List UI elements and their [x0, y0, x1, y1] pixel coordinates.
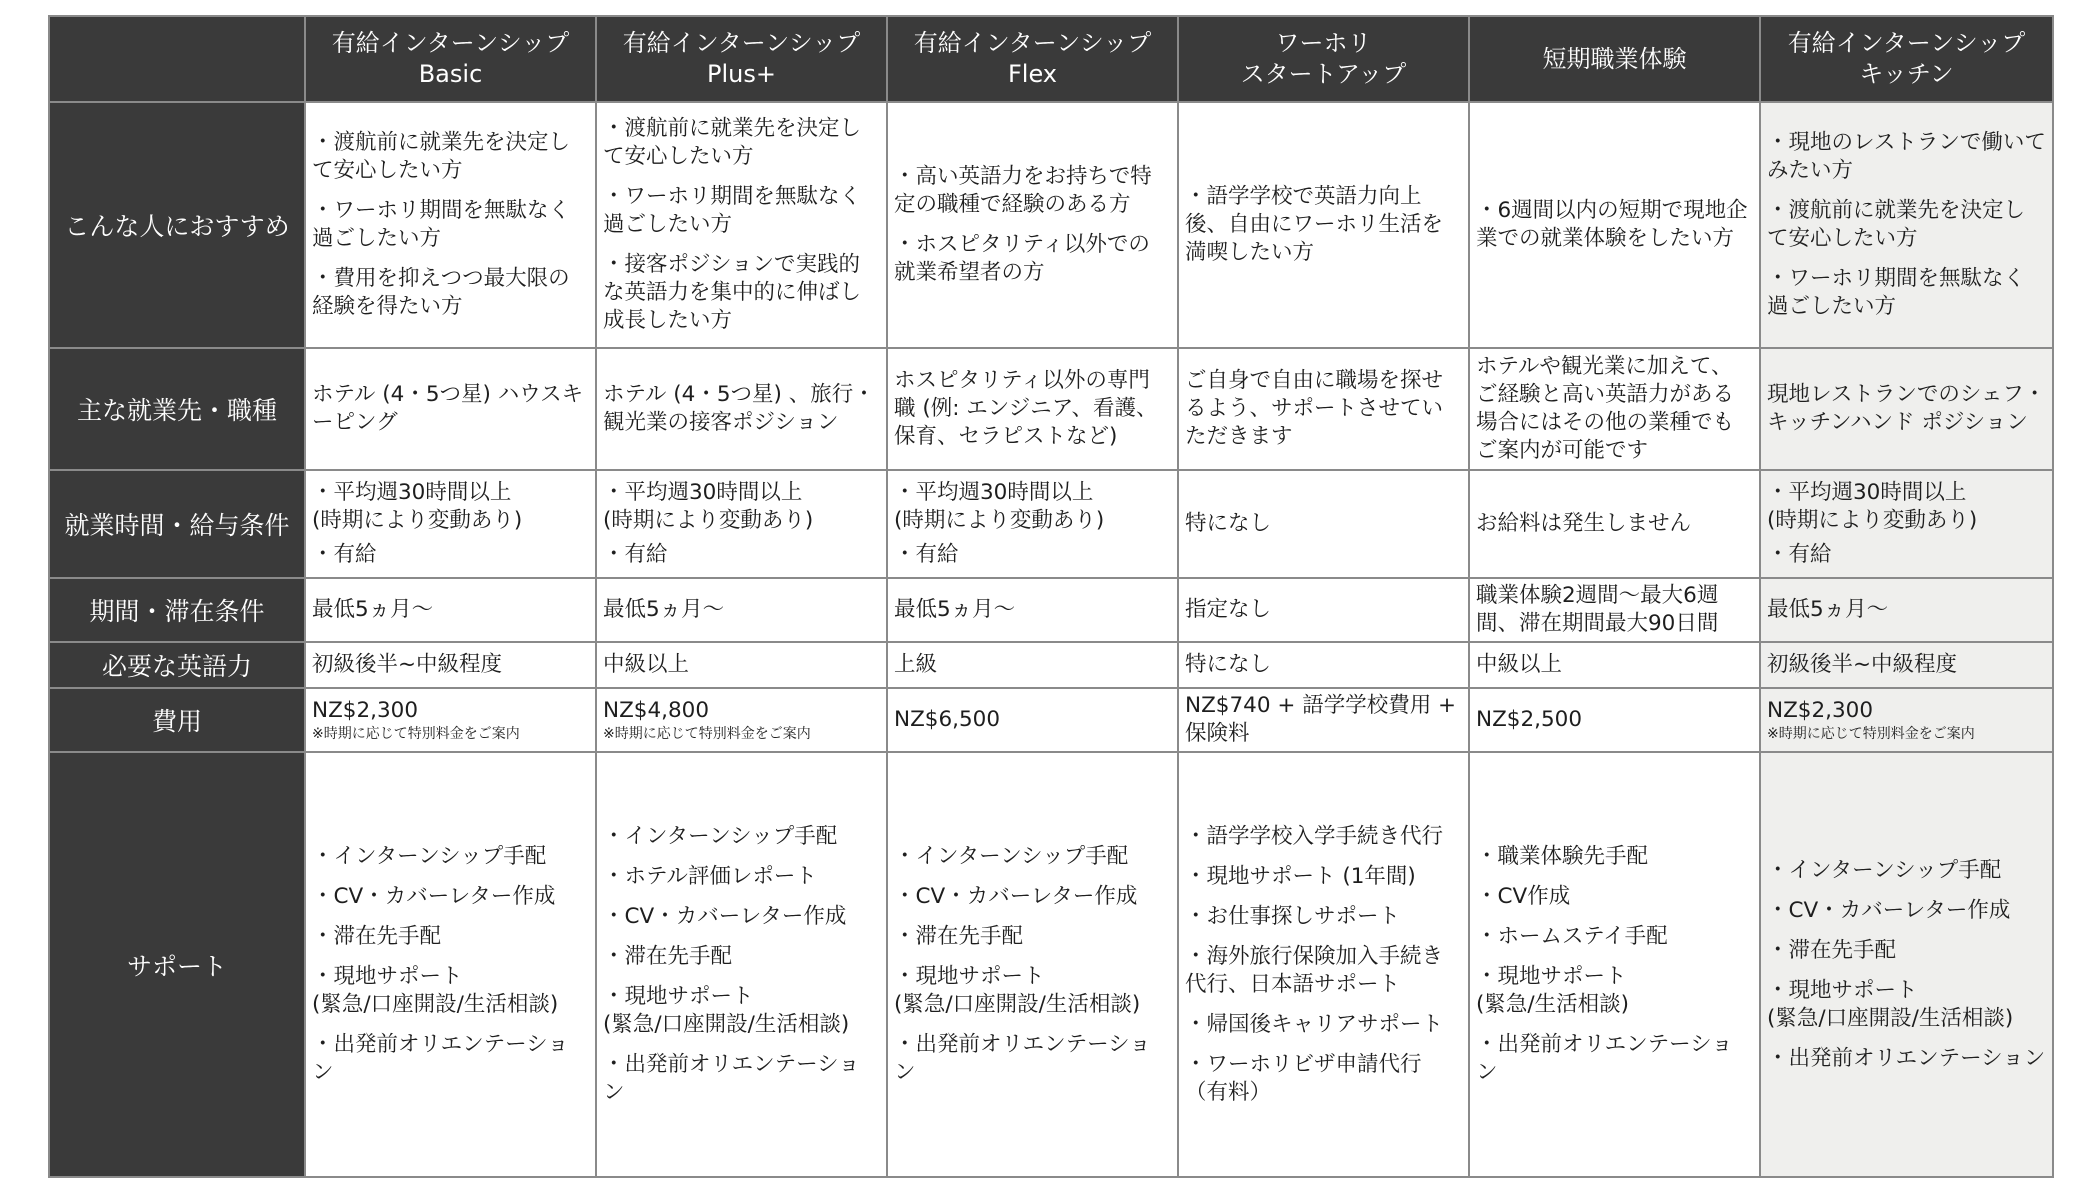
- list-item-text: ・渡航前に就業先を決定して安心したい方: [603, 116, 862, 169]
- table-row-hours: [49, 470, 2053, 578]
- list-item: [603, 903, 880, 931]
- column-header: 有給インターンシップ キッチン: [1760, 16, 2053, 102]
- table-cell: [887, 688, 1178, 752]
- list-item-text: ・現地のレストランで働いてみたい方: [1767, 130, 2046, 183]
- table-cell: [596, 642, 887, 688]
- table-cell: [1760, 752, 2053, 1177]
- list-item-text: ・現地サポート: [1767, 977, 1918, 1003]
- cell-text: ホスピタリティ以外の専門職 (例: エンジニア、看護、保育、セラピストなど): [894, 368, 1158, 449]
- list-item-text: ・ワーホリ期間を無駄なく過ごしたい方: [603, 184, 862, 237]
- hours-text: ・平均週30時間以上: [894, 480, 1094, 505]
- list-item: [1185, 183, 1462, 267]
- cell-text: 職業体験2週間〜最大6週間、滞在期間最大90日間: [1476, 583, 1719, 636]
- table-cell: [1178, 470, 1469, 578]
- list-item-text: ・現地サポート: [894, 963, 1045, 989]
- list-item: [312, 129, 589, 185]
- corner-cell: [49, 16, 305, 102]
- list-item: [1767, 265, 2046, 321]
- hours-text: (時期により変動あり): [312, 508, 523, 533]
- table-cell: [1760, 102, 2053, 348]
- hours-text: ・平均週30時間以上: [1767, 480, 1967, 505]
- cell-text: 最低5ヵ月〜: [603, 597, 725, 622]
- row-header-support: サポート: [49, 752, 305, 1177]
- list-item: [603, 1051, 880, 1107]
- list-item-text: ・現地サポート (1年間): [1185, 863, 1416, 889]
- column-header: 短期職業体験: [1469, 16, 1760, 102]
- list-item: [603, 251, 880, 335]
- list-item: [312, 843, 589, 871]
- table-row-english: [49, 642, 2053, 688]
- list-item-text: (緊急/口座開設/生活相談): [894, 991, 1141, 1017]
- row-header-period: 期間・滞在条件: [49, 578, 305, 642]
- table-cell: [1469, 688, 1760, 752]
- column-header: ワーホリ スタートアップ: [1178, 16, 1469, 102]
- cell-text: 中級以上: [1476, 652, 1563, 677]
- table-cell: [305, 102, 596, 348]
- cell-text: ご自身で自由に職場を探せるよう、サポートさせていただきます: [1185, 368, 1444, 449]
- row-header-hours: 就業時間・給与条件: [49, 470, 305, 578]
- list-item-text: ・ワーホリ期間を無駄なく過ごしたい方: [1767, 266, 2026, 319]
- list-item-text: ・海外旅行保険加入手続き代行、日本語サポート: [1185, 943, 1444, 997]
- list-item: [1185, 863, 1462, 891]
- list-item-text: ・滞在先手配: [894, 923, 1024, 949]
- row-header-english: 必要な英語力: [49, 642, 305, 688]
- table-cell: [305, 642, 596, 688]
- list-item: [1185, 823, 1462, 851]
- row-header-jobs: 主な就業先・職種: [49, 348, 305, 470]
- row-header-cost: 費用: [49, 688, 305, 752]
- list-item-text: ・出発前オリエンテーション: [1767, 1045, 2046, 1071]
- table-cell: [1178, 102, 1469, 348]
- list-item: [1185, 943, 1462, 999]
- price-text: NZ$6,500: [894, 707, 1001, 732]
- hours-text: (時期により変動あり): [603, 508, 814, 533]
- table-cell: [1469, 102, 1760, 348]
- price-text: NZ$4,800: [603, 698, 710, 723]
- list-item: [603, 183, 880, 239]
- list-item-text: ・渡航前に就業先を決定して安心したい方: [312, 130, 571, 183]
- list-item: [1476, 197, 1753, 253]
- list-item-text: ・出発前オリエンテーション: [312, 1031, 569, 1085]
- hours-text: ・有給: [894, 542, 959, 567]
- table-cell: [305, 578, 596, 642]
- hours-text: 特になし: [1185, 511, 1272, 536]
- list-item: [894, 843, 1171, 871]
- table-cell: [1760, 348, 2053, 470]
- list-item: [1476, 923, 1753, 951]
- list-item: [894, 1031, 1171, 1087]
- list-item-text: ・ワーホリビザ申請代行（有料）: [1185, 1051, 1422, 1105]
- cell-text: 最低5ヵ月〜: [894, 597, 1016, 622]
- table-cell: [1469, 642, 1760, 688]
- list-item-text: ・出発前オリエンテーション: [1476, 1031, 1733, 1085]
- table-cell: [887, 348, 1178, 470]
- list-item-text: ・お仕事探しサポート: [1185, 903, 1401, 929]
- list-item: [312, 197, 589, 253]
- list-item: [1767, 937, 2046, 965]
- list-item: [1767, 197, 2046, 253]
- price-note: ※時期に応じて特別料金をご案内: [312, 726, 520, 742]
- list-item: [894, 923, 1171, 951]
- list-item-text: ・語学学校で英語力向上後、自由にワーホリ生活を満喫したい方: [1185, 184, 1444, 265]
- cell-text: 最低5ヵ月〜: [1767, 597, 1889, 622]
- list-item: [1185, 903, 1462, 931]
- table-cell: [596, 578, 887, 642]
- table-cell: [1469, 578, 1760, 642]
- header-row: [49, 16, 2053, 102]
- cell-text: 初級後半~中級程度: [312, 652, 503, 677]
- table-cell: [887, 470, 1178, 578]
- list-item-text: (緊急/口座開設/生活相談): [312, 991, 559, 1017]
- table-cell: [596, 470, 887, 578]
- column-header: 有給インターンシップ Flex: [887, 16, 1178, 102]
- list-item-text: ・出発前オリエンテーション: [894, 1031, 1151, 1085]
- list-item-text: ・滞在先手配: [603, 943, 733, 969]
- list-item-text: ・CV・カバーレター作成: [603, 903, 847, 929]
- cell-text: 最低5ヵ月〜: [312, 597, 434, 622]
- column-header: 有給インターンシップ Plus+: [596, 16, 887, 102]
- table-cell: [1178, 578, 1469, 642]
- list-item: [894, 883, 1171, 911]
- list-item-text: ・現地サポート: [603, 983, 754, 1009]
- table-cell: [1469, 752, 1760, 1177]
- list-item-text: ・現地サポート: [312, 963, 463, 989]
- table-cell: [1469, 470, 1760, 578]
- list-item-text: (緊急/口座開設/生活相談): [603, 1011, 850, 1037]
- table-cell: [1178, 642, 1469, 688]
- column-header: 有給インターンシップ Basic: [305, 16, 596, 102]
- list-item-text: ・インターンシップ手配: [894, 843, 1129, 869]
- list-item: [1767, 897, 2046, 925]
- list-item-text: ・ホームステイ手配: [1476, 923, 1668, 949]
- cell-text: ホテル (4・5つ星) 、旅行・観光業の接客ポジション: [603, 382, 875, 435]
- table-cell: [1760, 578, 2053, 642]
- list-item: [1767, 857, 2046, 885]
- table-cell: [305, 470, 596, 578]
- list-item-text: ・インターンシップ手配: [312, 843, 547, 869]
- cell-text: 現地レストランでのシェフ・キッチンハンド ポジション: [1767, 382, 2046, 435]
- table-row-support: [49, 752, 2053, 1177]
- table-cell: [1760, 642, 2053, 688]
- price-text: NZ$740 + 語学学校費用 + 保険料: [1185, 693, 1457, 746]
- table-cell: [1760, 688, 2053, 752]
- list-item-text: (緊急/口座開設/生活相談): [1767, 1005, 2014, 1031]
- cell-text: 指定なし: [1185, 597, 1272, 622]
- hours-text: ・平均週30時間以上: [603, 480, 803, 505]
- list-item-text: ・ホテル評価レポート: [603, 863, 817, 889]
- table-cell: [1760, 470, 2053, 578]
- price-text: NZ$2,300: [1767, 698, 1874, 723]
- list-item-text: ・出発前オリエンテーション: [603, 1051, 860, 1105]
- table-cell: [596, 688, 887, 752]
- list-item-text: ・CV・カバーレター作成: [894, 883, 1138, 909]
- table-cell: [305, 688, 596, 752]
- table-cell: [1469, 348, 1760, 470]
- list-item-text: ・語学学校入学手続き代行: [1185, 823, 1444, 849]
- list-item-text: ・帰国後キャリアサポート: [1185, 1011, 1444, 1037]
- hours-text: ・平均週30時間以上: [312, 480, 512, 505]
- hours-text: ・有給: [1767, 542, 1832, 567]
- list-item: [603, 823, 880, 851]
- list-item-text: ・CV作成: [1476, 883, 1571, 909]
- list-item-text: ・ホスピタリティ以外での就業希望者の方: [894, 232, 1150, 285]
- hours-text: (時期により変動あり): [894, 508, 1105, 533]
- comparison-table: [48, 15, 2054, 1178]
- list-item-text: ・高い英語力をお持ちで特定の職種で経験のある方: [894, 164, 1152, 217]
- list-item: [1185, 1051, 1462, 1107]
- list-item-text: ・滞在先手配: [1767, 937, 1897, 963]
- list-item: [1476, 883, 1753, 911]
- hours-text: (時期により変動あり): [1767, 508, 1978, 533]
- table-cell: [887, 752, 1178, 1177]
- table-cell: [1178, 688, 1469, 752]
- list-item-text: ・渡航前に就業先を決定して安心したい方: [1767, 198, 2026, 251]
- list-item: [894, 163, 1171, 219]
- list-item: [1767, 129, 2046, 185]
- list-item-text: ・ワーホリ期間を無駄なく過ごしたい方: [312, 198, 571, 251]
- list-item-text: ・職業体験先手配: [1476, 843, 1649, 869]
- table-cell: [596, 102, 887, 348]
- price-text: NZ$2,300: [312, 698, 419, 723]
- list-item: [1767, 1045, 2046, 1073]
- cell-text: ホテル (4・5つ星) ハウスキーピング: [312, 382, 584, 435]
- table-cell: [1178, 752, 1469, 1177]
- list-item: [1476, 843, 1753, 871]
- list-item: [1476, 1031, 1753, 1087]
- list-item-text: ・現地サポート: [1476, 963, 1627, 989]
- table-row-recommend: [49, 102, 2053, 348]
- list-item: [603, 115, 880, 171]
- list-item: [1767, 977, 2046, 1033]
- list-item-text: ・滞在先手配: [312, 923, 442, 949]
- table-cell: [887, 642, 1178, 688]
- list-item: [312, 265, 589, 321]
- cell-text: 初級後半~中級程度: [1767, 652, 1958, 677]
- list-item: [312, 1031, 589, 1087]
- list-item-text: ・インターンシップ手配: [1767, 857, 2002, 883]
- cell-text: ホテルや観光業に加えて、ご経験と高い英語力がある場合にはその他の業種でもご案内が可能です: [1476, 354, 1735, 463]
- price-note: ※時期に応じて特別料金をご案内: [1767, 726, 1975, 742]
- hours-text: お給料は発生しません: [1476, 511, 1692, 536]
- list-item-text: ・6週間以内の短期で現地企業での就業体験をしたい方: [1476, 198, 1748, 251]
- list-item: [312, 923, 589, 951]
- list-item-text: ・接客ポジションで実践的な英語力を集中的に伸ばし成長したい方: [603, 252, 862, 333]
- cell-text: 中級以上: [603, 652, 690, 677]
- list-item: [603, 983, 880, 1039]
- list-item-text: (緊急/生活相談): [1476, 991, 1630, 1017]
- table-cell: [596, 752, 887, 1177]
- table-cell: [887, 102, 1178, 348]
- table-cell: [1178, 348, 1469, 470]
- table-cell: [305, 752, 596, 1177]
- list-item: [894, 963, 1171, 1019]
- row-header-recommend: こんな人におすすめ: [49, 102, 305, 348]
- list-item: [312, 963, 589, 1019]
- list-item: [894, 231, 1171, 287]
- list-item: [603, 943, 880, 971]
- table-cell: [596, 348, 887, 470]
- list-item: [312, 883, 589, 911]
- price-text: NZ$2,500: [1476, 707, 1583, 732]
- cell-text: 特になし: [1185, 652, 1272, 677]
- list-item: [1185, 1011, 1462, 1039]
- hours-text: ・有給: [312, 542, 377, 567]
- table-row-jobs: [49, 348, 2053, 470]
- cell-text: 上級: [894, 652, 938, 677]
- table-row-cost: [49, 688, 2053, 752]
- list-item: [1476, 963, 1753, 1019]
- table-cell: [305, 348, 596, 470]
- list-item: [603, 863, 880, 891]
- list-item-text: ・CV・カバーレター作成: [312, 883, 556, 909]
- list-item-text: ・インターンシップ手配: [603, 823, 838, 849]
- list-item-text: ・費用を抑えつつ最大限の経験を得たい方: [312, 266, 570, 319]
- price-note: ※時期に応じて特別料金をご案内: [603, 726, 811, 742]
- list-item-text: ・CV・カバーレター作成: [1767, 897, 2011, 923]
- table-row-period: [49, 578, 2053, 642]
- table-cell: [887, 578, 1178, 642]
- hours-text: ・有給: [603, 542, 668, 567]
